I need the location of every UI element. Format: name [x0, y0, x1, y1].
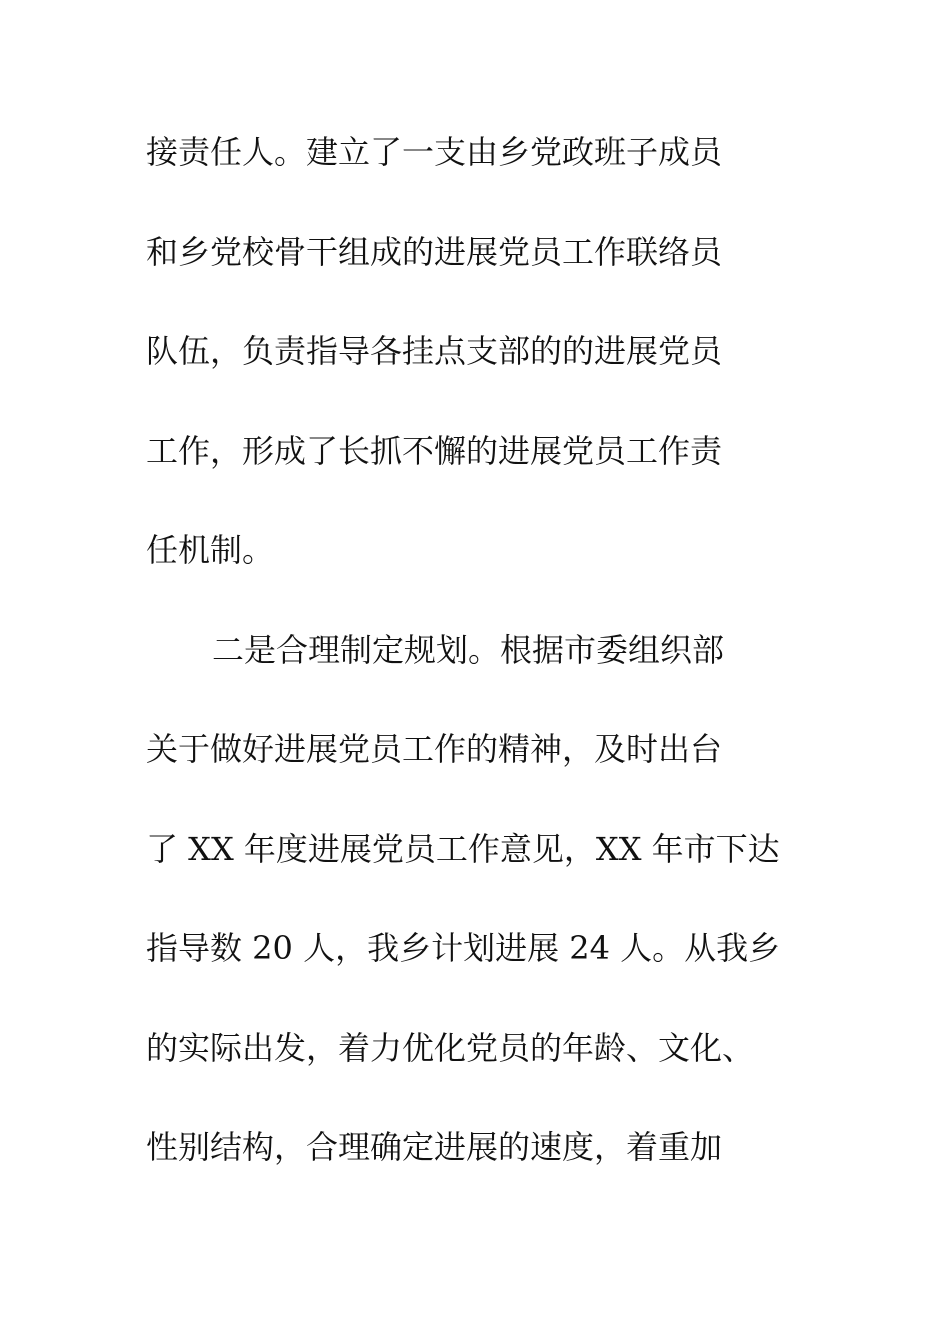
text-line: 任机制。 — [146, 531, 275, 569]
paragraph-start-line: 二是合理制定规划。根据市委组织部 — [212, 630, 725, 669]
text-line: 和乡党校骨干组成的进展党员工作联络员 — [146, 232, 723, 271]
text-line: 了 XX 年度进展党员工作意见，XX 年市下达 — [146, 829, 780, 868]
body-text — [146, 127, 816, 1222]
text-line: 关于做好进展党员工作的精神，及时出台 — [146, 730, 723, 768]
text-line: 工作，形成了长抓不懈的进展党员工作责 — [146, 431, 723, 470]
text-line: 队伍，负责指导各挂点支部的的进展党员 — [146, 332, 723, 370]
text-line: 性别结构，合理确定进展的速度，着重加 — [146, 1128, 723, 1166]
text-line: 的实际出发，着力优化党员的年龄、文化、 — [146, 1028, 755, 1067]
text-line: 接责任人。建立了一支由乡党政班子成员 — [146, 133, 723, 171]
text-line: 指导数 20 人，我乡计划进展 24 人。从我乡 — [146, 929, 781, 967]
